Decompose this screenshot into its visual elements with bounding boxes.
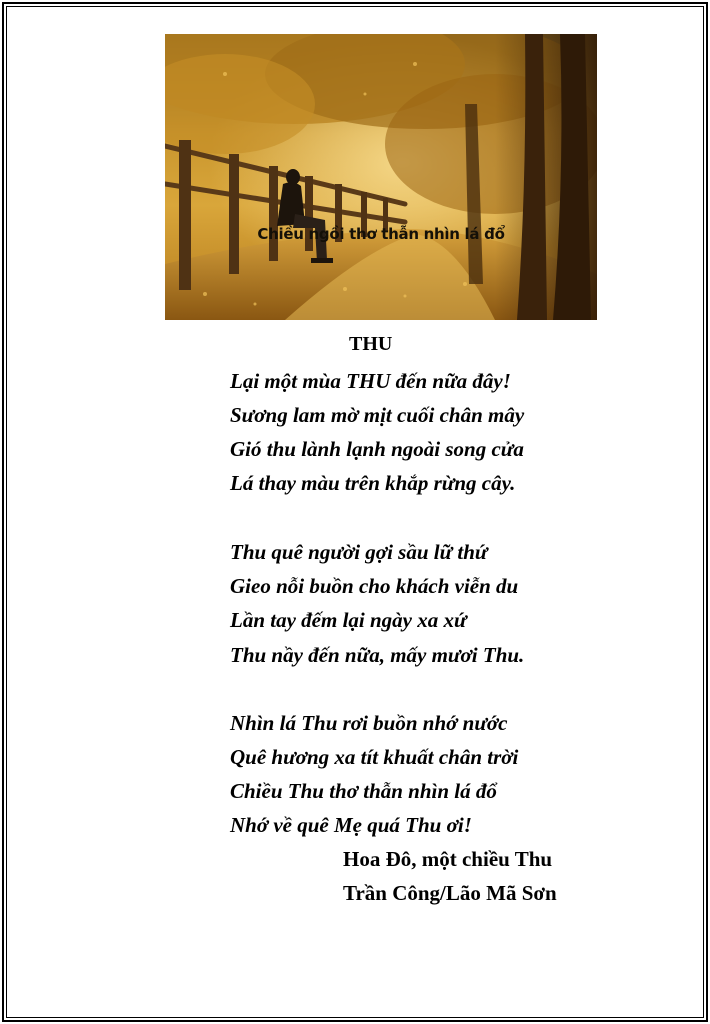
autumn-path-photo [165,34,597,320]
poem-line: Thu quê người gợi sầu lữ thứ [230,540,488,564]
poem-line: Lá thay màu trên khắp rừng cây. [230,471,516,495]
photo-caption: Chiều ngồi thơ thẫn nhìn lá đổ [257,225,505,243]
poem-line: Chiều Thu thơ thẫn nhìn lá đổ [230,779,497,803]
poem-line: Gieo nỗi buồn cho khách viễn du [230,574,519,598]
poem-title: THU [349,333,393,355]
poem-line: Sương lam mờ mịt cuối chân mây [230,403,525,427]
poem-line: Thu nầy đến nữa, mấy mươi Thu. [230,643,525,667]
poem-line: Nhìn lá Thu rơi buồn nhớ nước [230,711,508,735]
poem-line: Gió thu lành lạnh ngoài song cửa [230,437,524,461]
poem-line: Lần tay đếm lại ngày xa xứ [230,608,467,632]
poem-line: Lại một mùa THU đến nữa đây! [230,369,511,393]
poem-line: Quê hương xa tít khuất chân trời [230,745,519,769]
poem-line: Nhớ về quê Mẹ quá Thu ơi! [230,813,472,837]
signature-author: Trần Công/Lão Mã Sơn [343,881,557,905]
signature-place-date: Hoa Đô, một chiều Thu [343,847,553,871]
